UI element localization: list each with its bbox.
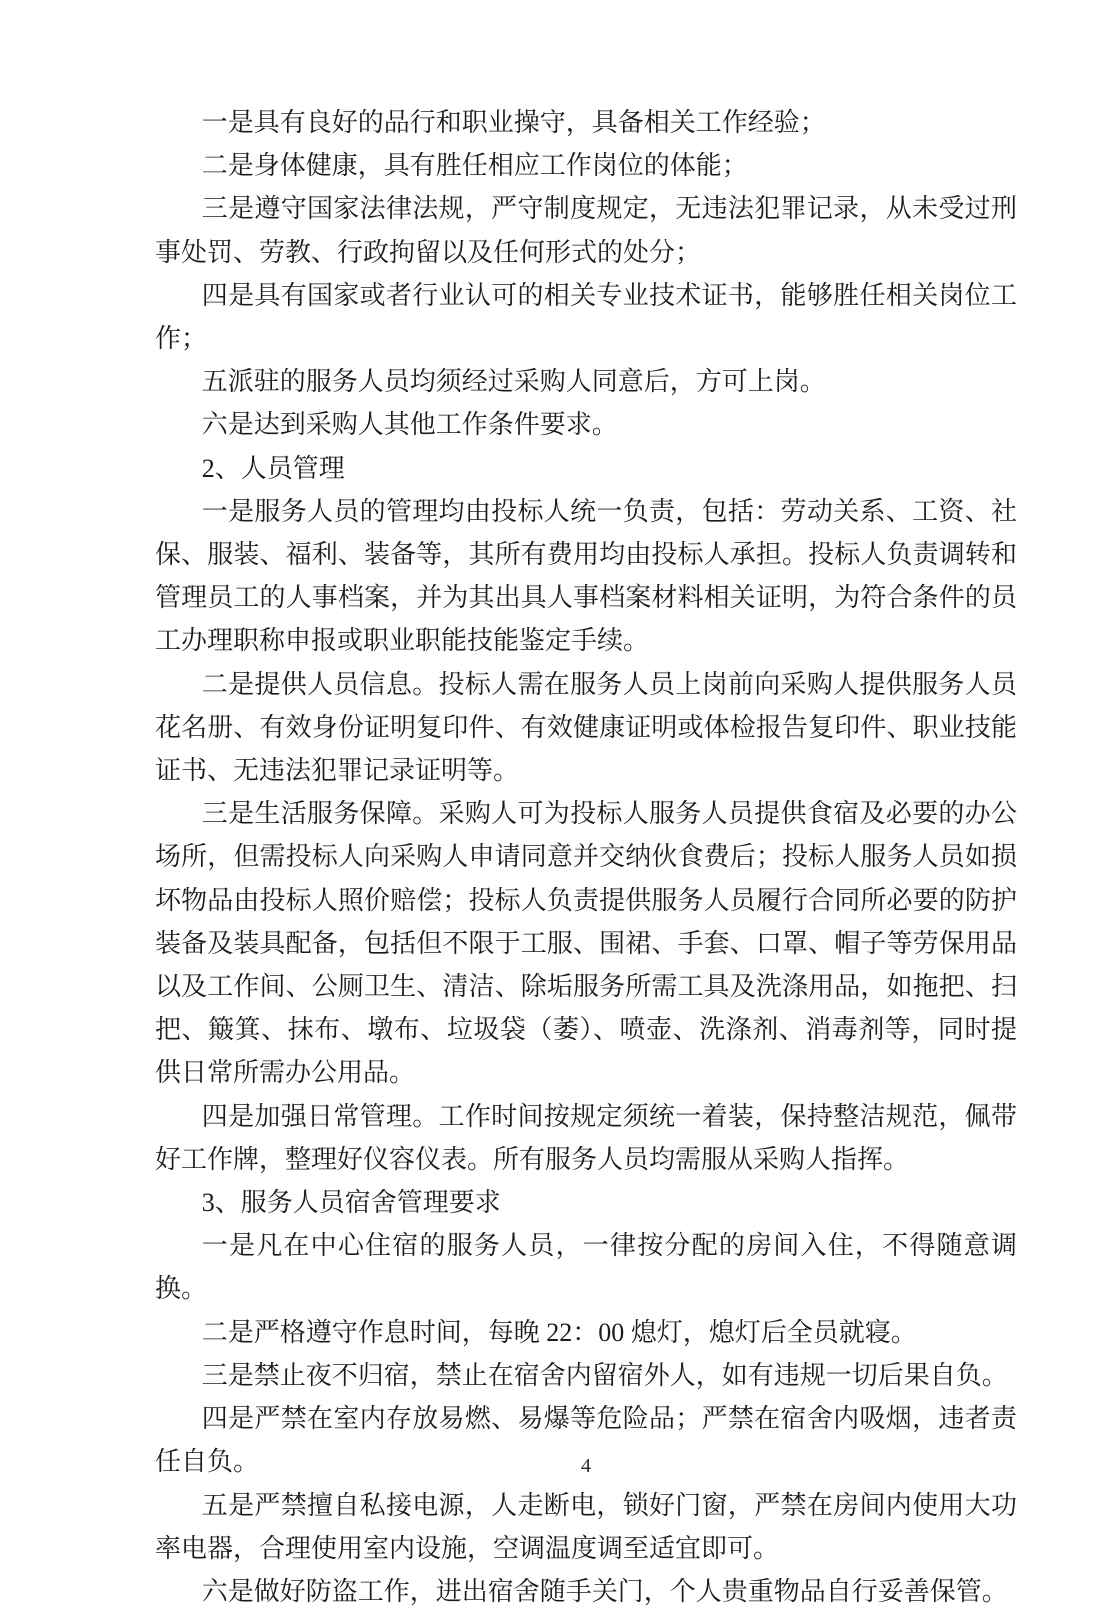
paragraph: 二是身体健康，具有胜任相应工作岗位的体能； <box>201 151 748 181</box>
paragraph: 一是服务人员的管理均由投标人统一负责，包括：劳动关系、工资、社保、服装、福利、装备等，其所有费用均由投标人承担。投标人负责调转和管理员工的人事档案，并为其出具人事档案材料相关证明，为符合条件的员工办理职称申报或职业职能技能鉴定手续。 <box>155 496 1017 656</box>
paragraph: 2、人员管理 <box>201 453 345 483</box>
document-body <box>155 101 1017 1613</box>
paragraph: 四是严禁在室内存放易燃、易爆等危险品；严禁在宿舍内吸烟，违者责任自负。 <box>155 1404 1017 1477</box>
paragraph: 二是严格遵守作息时间，每晚 22：00 熄灯，熄灯后全员就寝。 <box>201 1317 917 1347</box>
paragraph: 三是生活服务保障。采购人可为投标人服务人员提供食宿及必要的办公场所，但需投标人向采购人申请同意并交纳伙食费后；投标人服务人员如损坏物品由投标人照价赔偿；投标人负责提供服务人员履行合同所必要的防护装备及装具配备，包括但不限于工服、围裙、手套、口罩、帽子等劳保用品以及工作间、公厕卫生、清洁、除垢服务所需工具及洗涤用品，如拖把、扫把、簸箕、抹布、墩布、垃圾袋（萎）、喷壶、洗涤剂、消毒剂等，同时提供日常所需办公用品。 <box>155 799 1017 1088</box>
paragraph: 3、服务人员宿舍管理要求 <box>201 1188 501 1218</box>
paragraph: 一是具有良好的品行和职业操守，具备相关工作经验； <box>201 108 826 137</box>
paragraph: 五派驻的服务人员均须经过采购人同意后，方可上岗。 <box>201 367 826 397</box>
paragraph: 三是遵守国家法律法规，严守制度规定，无违法犯罪记录，从未受过刑事处罚、劳教、行政拘留以及任何形式的处分； <box>155 194 1017 267</box>
paragraph: 五是严禁擅自私接电源，人走断电，锁好门窗，严禁在房间内使用大功率电器，合理使用室内设施，空调温度调至适宜即可。 <box>155 1490 1017 1563</box>
paragraph: 六是达到采购人其他工作条件要求。 <box>201 410 618 440</box>
paragraph: 四是加强日常管理。工作时间按规定须统一着装，保持整洁规范，佩带好工作牌，整理好仪容仪表。所有服务人员均需服从采购人指挥。 <box>155 1101 1017 1174</box>
paragraph: 六是做好防盗工作，进出宿舍随手关门，个人贵重物品自行妥善保管。 <box>201 1576 1008 1606</box>
paragraph: 一是凡在中心住宿的服务人员，一律按分配的房间入住，不得随意调换。 <box>155 1231 1017 1304</box>
paragraph: 四是具有国家或者行业认可的相关专业技术证书，能够胜任相关岗位工作； <box>155 280 1017 354</box>
page-footer <box>155 1455 1017 1478</box>
page-number: 4 <box>581 1455 591 1477</box>
paragraph: 二是提供人员信息。投标人需在服务人员上岗前向采购人提供服务人员花名册、有效身份证明复印件、有效健康证明或体检报告复印件、职业技能证书、无违法犯罪记录证明等。 <box>155 669 1017 786</box>
paragraph: 三是禁止夜不归宿，禁止在宿舍内留宿外人，如有违规一切后果自负。 <box>201 1360 1008 1390</box>
